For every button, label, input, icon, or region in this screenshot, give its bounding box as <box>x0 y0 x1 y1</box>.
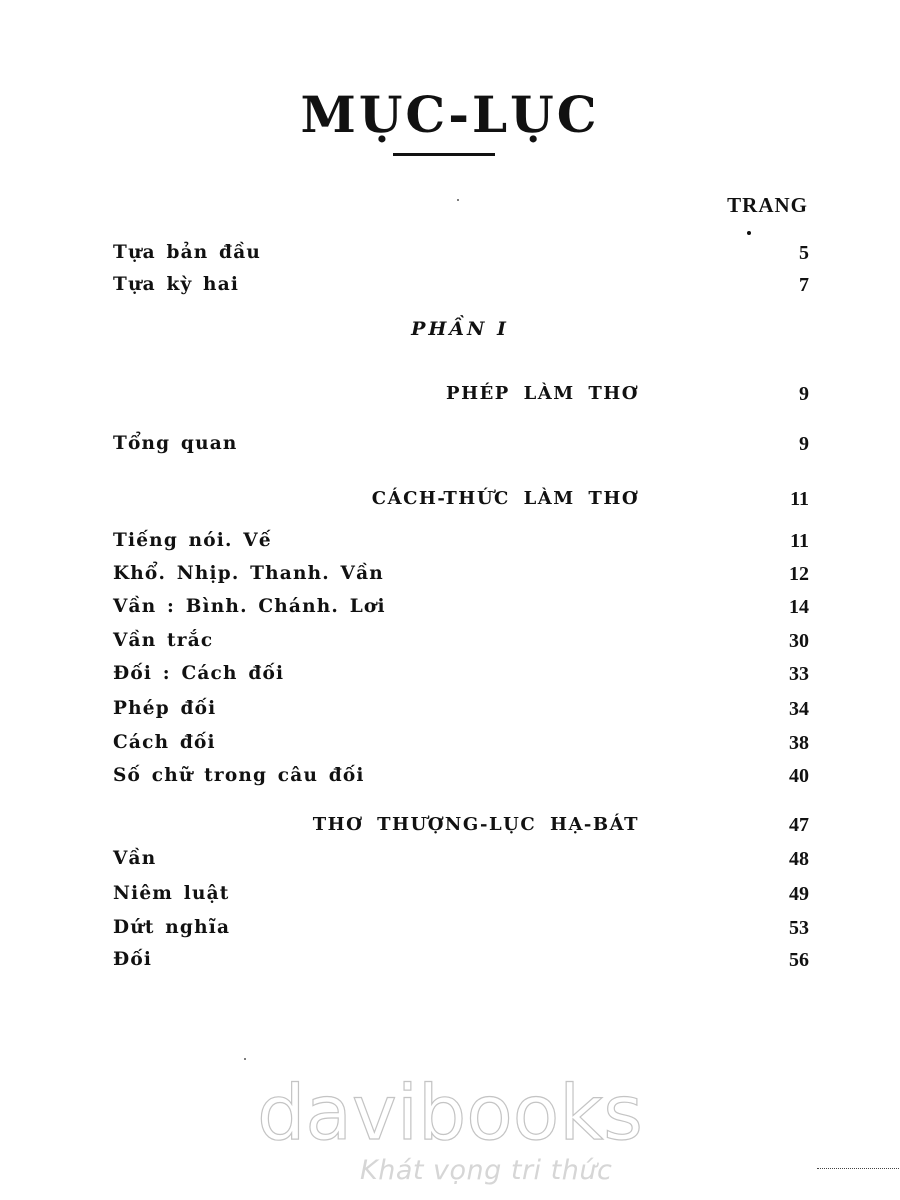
toc-entry-label: Tựa bản đầu <box>113 242 262 263</box>
toc-entry-page: 48 <box>789 848 809 870</box>
toc-entry[interactable] <box>113 879 809 909</box>
toc-entry[interactable] <box>113 429 809 459</box>
toc-entry-page: 11 <box>790 530 809 552</box>
toc-entry-label: Vần trắc <box>113 630 214 651</box>
toc-entry-label: Đối <box>113 949 153 970</box>
scan-edge-line <box>817 1168 899 1170</box>
toc-entry-label: Cách đối <box>113 732 216 753</box>
toc-section-page: 47 <box>789 814 809 836</box>
toc-entry[interactable] <box>113 526 809 556</box>
toc-entry-label: Tiếng nói. Vế <box>113 530 272 551</box>
toc-entry-label: Tựa kỳ hai <box>113 274 240 295</box>
toc-entry-label: Vần : Bình. Chánh. Lơi <box>113 596 386 617</box>
toc-entry[interactable] <box>113 626 809 656</box>
toc-entry-label: Số chữ trong câu đối <box>113 765 365 786</box>
toc-entry-label: Dứt nghĩa <box>113 917 231 938</box>
toc-entry-page: 14 <box>789 596 809 618</box>
print-speck <box>457 199 459 201</box>
toc-entry-label: Đối : Cách đối <box>113 663 285 684</box>
toc-entry-page: 38 <box>789 732 809 754</box>
toc-entry-label: Tổng quan <box>113 433 238 454</box>
toc-section-label: CÁCH-THỨC LÀM THƠ <box>371 488 639 509</box>
toc-section-heading[interactable] <box>113 484 809 514</box>
toc-entry[interactable] <box>113 913 809 943</box>
watermark-tagline: Khát vọng tri thức <box>360 1155 613 1186</box>
toc-entry-label: Phép đối <box>113 698 217 719</box>
part-heading: PHẦN I <box>411 318 509 340</box>
title-underline <box>393 153 495 156</box>
toc-entry[interactable] <box>113 659 809 689</box>
toc-section-page: 9 <box>799 383 809 405</box>
toc-entry-page: 5 <box>799 242 809 264</box>
print-dot <box>747 231 751 235</box>
toc-entry-page: 56 <box>789 949 809 971</box>
toc-entry-page: 9 <box>799 433 809 455</box>
toc-section-heading[interactable] <box>113 379 809 409</box>
toc-entry[interactable] <box>113 559 809 589</box>
watermark-brand: davibooks <box>257 1068 643 1157</box>
toc-entry[interactable] <box>113 270 809 300</box>
toc-section-heading[interactable] <box>113 810 809 840</box>
toc-entry-page: 34 <box>789 698 809 720</box>
toc-entry-page: 40 <box>789 765 809 787</box>
toc-entry-page: 33 <box>789 663 809 685</box>
toc-entry-page: 7 <box>799 274 809 296</box>
toc-entry[interactable] <box>113 592 809 622</box>
toc-entry[interactable] <box>113 694 809 724</box>
toc-entry-label: Khổ. Nhịp. Thanh. Vần <box>113 563 384 584</box>
toc-section-label: PHÉP LÀM THƠ <box>446 383 639 404</box>
print-speck <box>244 1058 246 1060</box>
toc-entry[interactable] <box>113 728 809 758</box>
toc-entry-label: Niêm luật <box>113 883 230 904</box>
toc-section-label: THƠ THƯỢNG-LỤC HẠ-BÁT <box>312 814 639 835</box>
toc-entry[interactable] <box>113 844 809 874</box>
page-column-header: TRANG <box>727 193 808 217</box>
toc-entry-page: 12 <box>789 563 809 585</box>
toc-entry-page: 49 <box>789 883 809 905</box>
toc-section-page: 11 <box>790 488 809 510</box>
toc-entry-label: Vần <box>113 848 157 869</box>
toc-entry[interactable] <box>113 945 809 975</box>
toc-entry-page: 30 <box>789 630 809 652</box>
toc-entry[interactable] <box>113 761 809 791</box>
toc-entry-page: 53 <box>789 917 809 939</box>
toc-entry[interactable] <box>113 238 809 268</box>
page-title: MỤC-LỤC <box>300 85 600 144</box>
